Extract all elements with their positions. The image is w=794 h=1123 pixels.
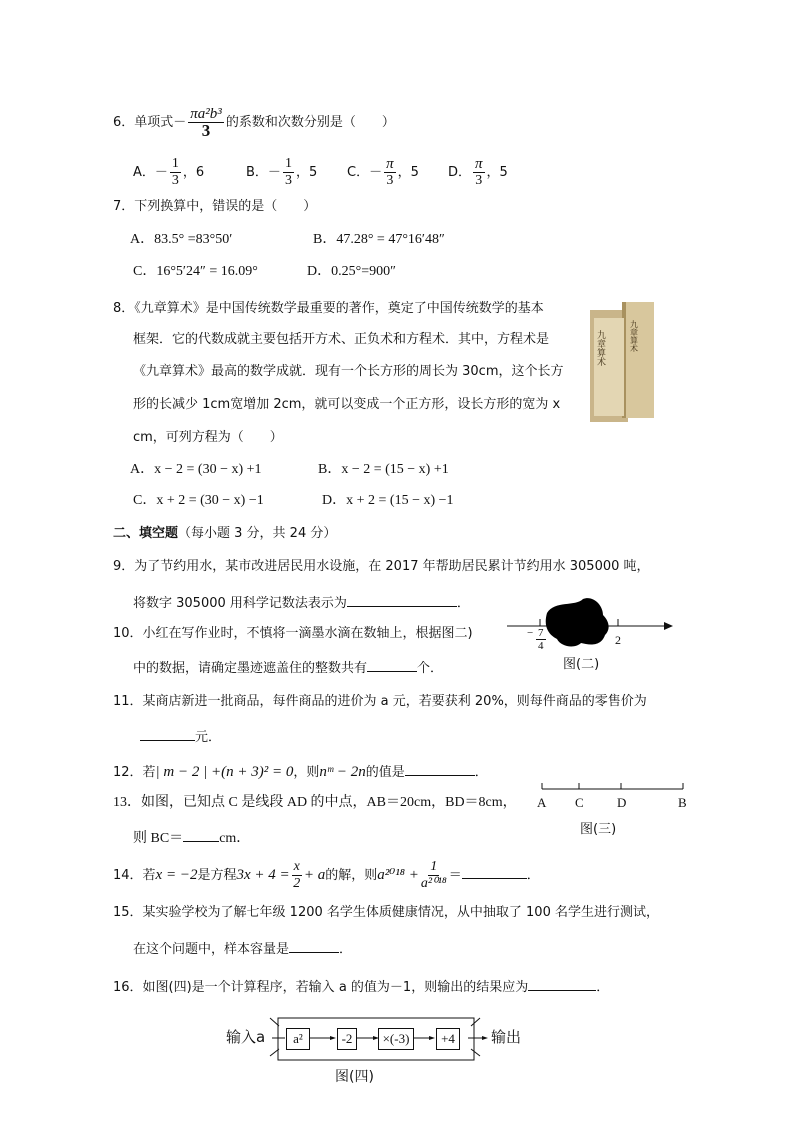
q11-line: 11．某商店新进一批商品，每件商品的进价为 a 元，若要获利 20%，则每件商品的零售价为	[113, 694, 647, 709]
q12-pre: 12．若	[113, 765, 156, 780]
q10-text: 中的数据，请确定墨迹遮盖住的整数共有	[133, 661, 368, 676]
answer-blank[interactable]	[462, 864, 527, 879]
q6-option-d	[448, 156, 508, 189]
q10-line2	[133, 657, 443, 678]
q7-option-a: A．83.5° =83°50′	[130, 232, 233, 247]
opt-tail: ，6	[182, 165, 205, 180]
q9-line2	[133, 592, 470, 613]
q12-tail: 的值是	[365, 765, 405, 780]
q12-end: ．	[474, 765, 488, 780]
q13-pre: 则 BC＝	[133, 831, 184, 846]
point-label: D	[617, 795, 627, 810]
opt-num: 1	[284, 156, 292, 171]
frac-num: 1	[430, 859, 438, 874]
step-multiply-box: ×(-3)	[378, 1028, 414, 1050]
answer-blank[interactable]	[347, 592, 457, 607]
answer-blank[interactable]	[140, 726, 195, 741]
q14-power: a²⁰¹⁸ +	[377, 867, 419, 883]
point-label: C	[575, 795, 584, 810]
opt-den: 3	[386, 173, 394, 188]
answer-blank[interactable]	[528, 976, 596, 991]
question-7: 7．下列换算中，错误的是（ ）	[113, 199, 317, 214]
section-title: 二、填空题	[113, 526, 179, 541]
opt-frac	[473, 156, 485, 189]
opt-den: 3	[284, 173, 292, 188]
question-12	[113, 761, 488, 782]
q12-mid: ，则	[293, 765, 320, 780]
question-6	[113, 106, 395, 139]
q6-stem: 6．单项式	[113, 115, 174, 130]
q8-line: 《九章算术》最高的数学成就．现有一个长方形的周长为 30cm，这个长方	[133, 364, 564, 379]
q15-line2	[133, 938, 352, 959]
q13-line2	[133, 827, 250, 848]
q8-option-b: B．x − 2 = (15 − x) +1	[318, 462, 449, 477]
opt-sign: －	[369, 165, 383, 180]
section-2-heading	[113, 525, 336, 543]
q8-line: 框架．它的代数成就主要包括开方术、正负术和方程术．其中，方程术是	[133, 332, 550, 347]
opt-frac	[283, 156, 294, 189]
frac-num: x	[293, 859, 300, 874]
q7-option-b: B．47.28° = 47°16′48″	[313, 232, 445, 247]
q15-end: ．	[339, 942, 353, 957]
ink-blot	[546, 598, 609, 646]
svg-text:九章算术: 九章算术	[629, 320, 639, 352]
opt-label: D．	[448, 165, 472, 180]
book-title: 九章算术	[595, 330, 605, 366]
q8-option-c: C．x + 2 = (30 − x) −1	[133, 493, 264, 508]
number-line-figure	[505, 595, 675, 675]
q14-eq: 3x + 4 =	[236, 867, 290, 883]
q15-line: 15．某实验学校为了解七年级 1200 名学生体质健康情况，从中抽取了 100 名学生进行测试，	[113, 905, 659, 920]
q10-line: 10．小红在写作业时，不慎将一滴墨水滴在数轴上，根据图二)	[113, 626, 473, 641]
point-label: B	[678, 795, 687, 810]
q16-text: 16．如图(四)是一个计算程序，若输入 a 的值为－1，则输出的结果应为	[113, 980, 529, 995]
left-den: 4	[538, 640, 544, 652]
q14-end: ．	[526, 868, 540, 883]
question-14	[113, 859, 540, 892]
q7-option-c: C．16°5′24″ = 16.09°	[133, 264, 258, 279]
opt-sign: －	[154, 165, 168, 180]
step-subtract-box: -2	[337, 1028, 357, 1050]
opt-label: B．	[246, 165, 268, 180]
q6-option-c	[347, 156, 419, 189]
q16-end: ．	[596, 980, 610, 995]
opt-tail: ，5	[295, 165, 318, 180]
left-number	[536, 627, 546, 652]
step-square-box: a²	[286, 1028, 310, 1050]
opt-num: π	[475, 156, 483, 172]
q14-mid: 是方程	[197, 868, 237, 883]
step-add-box: +4	[436, 1028, 460, 1050]
input-label: 输入a	[226, 1028, 266, 1046]
q6-frac-num: πa²b³	[190, 106, 222, 122]
opt-frac	[170, 156, 181, 189]
q12-expr2: nᵐ − 2n	[319, 764, 366, 780]
opt-frac	[384, 156, 396, 189]
output-label: 输出	[491, 1028, 522, 1046]
q14-eq: + a	[303, 867, 326, 883]
q15-text: 在这个问题中，样本容量是	[133, 942, 290, 957]
right-number: 2	[615, 633, 621, 647]
q13-line: 13．如图，已知点 C 是线段 AD 的中点，AB＝20cm，BD＝8cm，	[113, 795, 517, 810]
opt-label: C．	[347, 165, 370, 180]
opt-label: A．	[133, 165, 155, 180]
q12-expr: | m − 2 | +(n + 3)² = 0	[155, 764, 294, 780]
q8-line: 8．《九章算术》是中国传统数学最重要的著作，奠定了中国传统数学的基本	[113, 301, 544, 316]
q8-option-d: D．x + 2 = (15 − x) −1	[322, 493, 454, 508]
section-note: （每小题 3 分，共 24 分）	[178, 526, 337, 541]
frac-den: a²⁰¹⁸	[420, 876, 447, 891]
q8-line: 形的长减少 1cm宽增加 2cm，就可以变成一个正方形，设长方形的宽为 x	[133, 397, 561, 412]
q14-eq: x = −2	[155, 867, 198, 883]
q14-pre: 14．若	[113, 868, 156, 883]
q6-fraction	[188, 106, 224, 139]
answer-blank[interactable]	[183, 827, 219, 842]
q6-option-a	[133, 156, 204, 189]
figure-caption: 图(三)	[580, 822, 617, 837]
q10-end: 个．	[417, 661, 444, 676]
q11-line2	[140, 726, 221, 747]
q13-end: cm．	[219, 831, 251, 846]
answer-blank[interactable]	[367, 657, 417, 672]
q11-end: 元．	[195, 730, 222, 745]
left-num: 7	[538, 627, 544, 639]
answer-blank[interactable]	[289, 938, 339, 953]
q14-frac	[292, 859, 302, 892]
q6-frac-den: 3	[201, 121, 211, 140]
q8-line: cm，可列方程为（ ）	[133, 430, 283, 445]
book-image	[588, 300, 656, 424]
opt-den: 3	[475, 173, 483, 188]
q9-line: 9．为了节约用水，某市改进居民用水设施，在 2017 年帮助居民累计节约用水 305000 吨，	[113, 559, 650, 574]
q9-text: 将数字 305000 用科学记数法表示为	[133, 596, 347, 611]
q14-frac2	[421, 859, 447, 892]
opt-num: π	[386, 156, 394, 172]
segment-figure	[535, 780, 695, 840]
q14-mid: 的解，则	[325, 868, 378, 883]
opt-tail: ，5	[486, 165, 508, 180]
q8-option-a: A．x − 2 = (30 − x) +1	[130, 462, 262, 477]
figure-caption: 图(二)	[563, 657, 600, 672]
q7-option-d: D．0.25°=900″	[307, 264, 396, 279]
q6-tail: 的系数和次数分别是（ ）	[225, 115, 395, 130]
opt-den: 3	[171, 173, 179, 188]
opt-sign: －	[267, 165, 281, 180]
question-16	[113, 976, 609, 997]
q9-end: ．	[456, 596, 470, 611]
opt-num: 1	[171, 156, 179, 171]
q6-minus: －	[173, 115, 187, 130]
point-label: A	[537, 795, 547, 810]
answer-blank[interactable]	[405, 761, 475, 776]
frac-den: 2	[293, 876, 301, 891]
figure-caption: 图(四)	[335, 1069, 374, 1085]
q14-equals: ＝	[448, 868, 462, 883]
opt-tail: ，5	[397, 165, 419, 180]
number-sign: −	[527, 627, 534, 639]
q6-option-b	[246, 156, 317, 189]
